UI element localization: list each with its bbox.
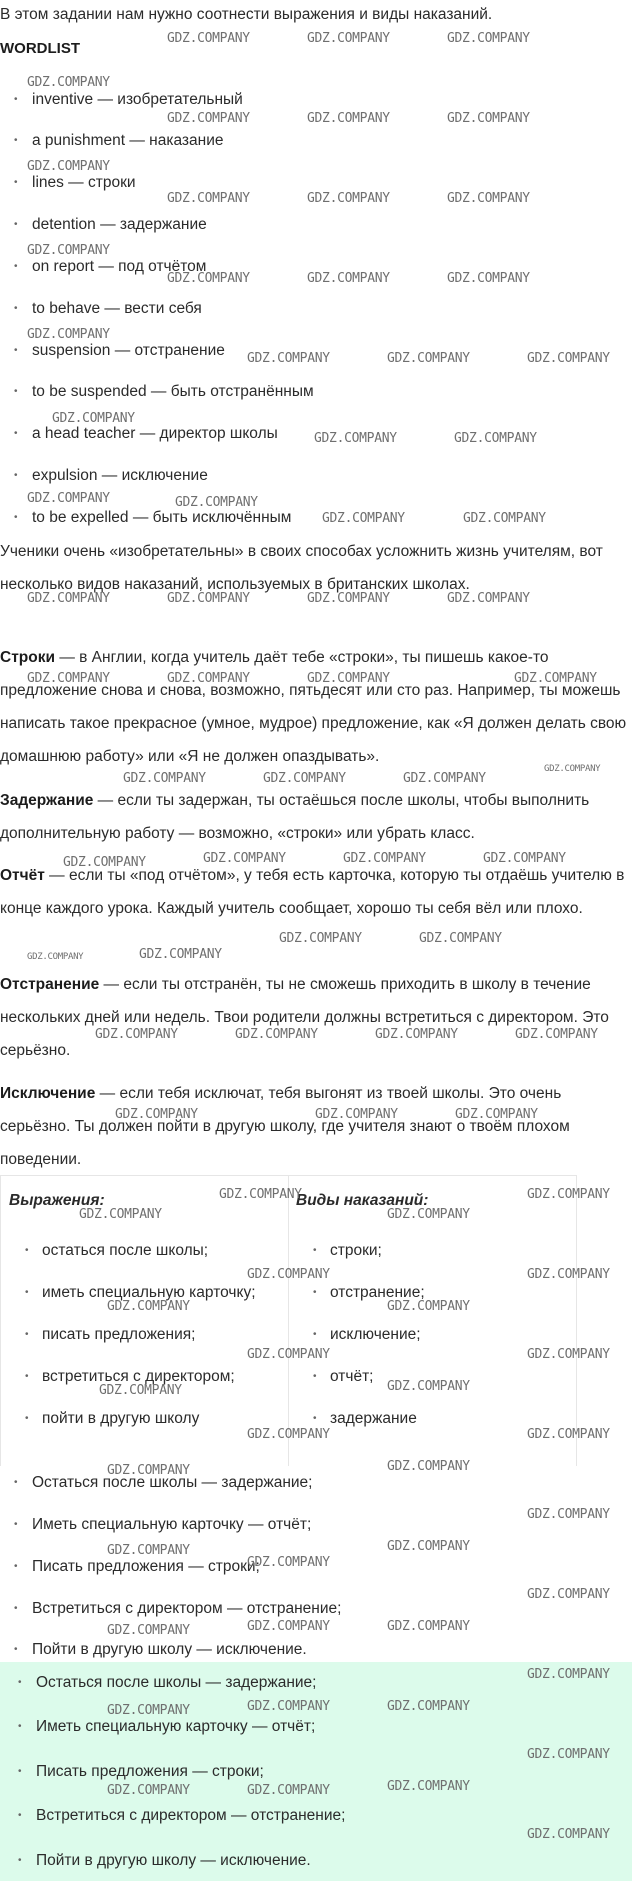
watermark: GDZ.COMPANY: [27, 591, 110, 606]
bullet-icon: •: [14, 345, 18, 356]
bullet-icon: •: [18, 1721, 22, 1732]
watermark: GDZ.COMPANY: [343, 851, 426, 866]
watermark: GDZ.COMPANY: [387, 1299, 470, 1314]
watermark: GDZ.COMPANY: [247, 1783, 330, 1798]
watermark: GDZ.COMPANY: [107, 1783, 190, 1798]
watermark: GDZ.COMPANY: [387, 1619, 470, 1634]
bullet-icon: •: [14, 94, 18, 105]
watermark: GDZ.COMPANY: [27, 243, 110, 258]
watermark: GDZ.COMPANY: [387, 1539, 470, 1554]
bullet-icon: •: [25, 1413, 29, 1424]
watermark: GDZ.COMPANY: [387, 1379, 470, 1394]
bullet-icon: •: [313, 1413, 317, 1424]
watermark: GDZ.COMPANY: [307, 31, 390, 46]
watermark: GDZ.COMPANY: [307, 671, 390, 686]
definition-term: Исключение: [0, 1085, 96, 1102]
watermark: GDZ.COMPANY: [167, 111, 250, 126]
watermark: GDZ.COMPANY: [27, 952, 84, 962]
bullet-icon: •: [14, 470, 18, 481]
bullet-icon: •: [14, 386, 18, 397]
definition-text: — в Англии, когда учитель даёт тебе «строки», ты пишешь какое-то предложение снова и снова, возможно, пятьдесят или сто раз. Например, ты можешь написать такое прекрасное (умное, мудрое) предложение, как «Я должен делать свою домашнюю работу» или «Я не должен опаздывать».: [0, 649, 627, 765]
watermark: GDZ.COMPANY: [483, 851, 566, 866]
watermark: GDZ.COMPANY: [175, 495, 258, 510]
watermark: GDZ.COMPANY: [527, 1187, 610, 1202]
definition-lines: [0, 641, 628, 773]
watermark: GDZ.COMPANY: [403, 771, 486, 786]
bullet-icon: •: [18, 1810, 22, 1821]
watermark: GDZ.COMPANY: [167, 671, 250, 686]
watermark: GDZ.COMPANY: [27, 75, 110, 90]
watermark: GDZ.COMPANY: [203, 851, 286, 866]
definition-expulsion: [0, 1077, 628, 1176]
watermark: GDZ.COMPANY: [107, 1623, 190, 1638]
bullet-icon: •: [313, 1329, 317, 1340]
bullet-icon: •: [25, 1245, 29, 1256]
wordlist-heading: WORDLIST: [0, 40, 80, 57]
watermark: GDZ.COMPANY: [387, 1699, 470, 1714]
bullet-icon: •: [14, 512, 18, 523]
bullet-icon: •: [18, 1855, 22, 1866]
watermark: GDZ.COMPANY: [279, 931, 362, 946]
watermark: GDZ.COMPANY: [387, 351, 470, 366]
watermark: GDZ.COMPANY: [463, 511, 546, 526]
watermark: GDZ.COMPANY: [52, 411, 135, 426]
bullet-icon: •: [14, 1477, 18, 1488]
watermark: GDZ.COMPANY: [447, 111, 530, 126]
watermark: GDZ.COMPANY: [167, 271, 250, 286]
matching-table: Выражения: Виды наказаний: • остаться после школы; • иметь специальную карточку; • писать предложения; • встретиться с директором; • пойти в другую школу • строки; • отстранение; • исключение; • отчёт; • задержание: [0, 1175, 577, 1466]
watermark: GDZ.COMPANY: [27, 327, 110, 342]
bullet-icon: •: [14, 177, 18, 188]
watermark: GDZ.COMPANY: [63, 855, 146, 870]
watermark: GDZ.COMPANY: [247, 1427, 330, 1442]
watermark: GDZ.COMPANY: [419, 931, 502, 946]
watermark: GDZ.COMPANY: [527, 1347, 610, 1362]
definition-report: [0, 859, 628, 925]
watermark: GDZ.COMPANY: [447, 191, 530, 206]
bullet-icon: •: [14, 1644, 18, 1655]
watermark: GDZ.COMPANY: [247, 1699, 330, 1714]
intro-paragraph: Ученики очень «изобретательны» в своих способах усложнить жизнь учителям, вот несколько видов наказаний, используемых в британских школах.: [0, 543, 603, 593]
watermark: GDZ.COMPANY: [527, 1747, 610, 1762]
watermark: GDZ.COMPANY: [307, 591, 390, 606]
watermark: GDZ.COMPANY: [544, 764, 601, 774]
bullet-icon: •: [14, 261, 18, 272]
watermark: GDZ.COMPANY: [219, 1187, 302, 1202]
table-divider: [288, 1176, 289, 1466]
watermark: GDZ.COMPANY: [167, 191, 250, 206]
watermark: GDZ.COMPANY: [322, 511, 405, 526]
watermark: GDZ.COMPANY: [375, 1027, 458, 1042]
definition-term: Отчёт: [0, 867, 45, 884]
bullet-icon: •: [313, 1287, 317, 1298]
bullet-icon: •: [14, 1603, 18, 1614]
bullet-icon: •: [14, 303, 18, 314]
bullet-icon: •: [18, 1766, 22, 1777]
watermark: GDZ.COMPANY: [307, 271, 390, 286]
bullet-icon: •: [14, 1561, 18, 1572]
watermark: GDZ.COMPANY: [387, 1207, 470, 1222]
final-answer-block: • Остаться после школы — задержание; • Иметь специальную карточку — отчёт; • Писать предложения — строки; • Встретиться с директором — отстранение; • Пойти в другую школу — исключение.: [0, 1662, 632, 1881]
watermark: GDZ.COMPANY: [387, 1779, 470, 1794]
watermark: GDZ.COMPANY: [107, 1543, 190, 1558]
watermark: GDZ.COMPANY: [447, 591, 530, 606]
watermark: GDZ.COMPANY: [247, 1619, 330, 1634]
watermark: GDZ.COMPANY: [107, 1463, 190, 1478]
watermark: GDZ.COMPANY: [447, 271, 530, 286]
watermark: GDZ.COMPANY: [247, 351, 330, 366]
definition-text: — если ты отстранён, ты не сможешь приходить в школу в течение нескольких дней или недель. Твои родители должны встретиться с директором. Это серьёзно.: [0, 976, 609, 1059]
watermark: GDZ.COMPANY: [454, 431, 537, 446]
definition-suspension: [0, 968, 628, 1067]
watermark: GDZ.COMPANY: [527, 1507, 610, 1522]
definition-text: — если ты «под отчётом», у тебя есть карточка, которую ты отдаёшь учителю в конце каждого урока. Каждый учитель сообщает, хорошо ты себя вёл или плохо.: [0, 867, 625, 917]
definition-term: Строки: [0, 649, 56, 666]
watermark: GDZ.COMPANY: [515, 1027, 598, 1042]
watermark: GDZ.COMPANY: [447, 31, 530, 46]
watermark: GDZ.COMPANY: [115, 1107, 198, 1122]
watermark: GDZ.COMPANY: [167, 31, 250, 46]
watermark: GDZ.COMPANY: [527, 351, 610, 366]
bullet-icon: •: [14, 219, 18, 230]
bullet-icon: •: [313, 1245, 317, 1256]
watermark: GDZ.COMPANY: [167, 591, 250, 606]
table-heading-expressions: Выражения:: [9, 1192, 105, 1209]
watermark: GDZ.COMPANY: [455, 1107, 538, 1122]
definition-text: — если тебя исключат, тебя выгонят из твоей школы. Это очень серьёзно. Ты должен пойти в другую школу, где учителя знают о твоём плохом поведении.: [0, 1085, 570, 1168]
watermark: GDZ.COMPANY: [27, 159, 110, 174]
watermark: GDZ.COMPANY: [387, 1459, 470, 1474]
bullet-icon: •: [25, 1287, 29, 1298]
watermark: GDZ.COMPANY: [79, 1207, 162, 1222]
watermark: GDZ.COMPANY: [307, 191, 390, 206]
watermark: GDZ.COMPANY: [314, 431, 397, 446]
watermark: GDZ.COMPANY: [95, 1027, 178, 1042]
watermark: GDZ.COMPANY: [527, 1427, 610, 1442]
definition-term: Задержание: [0, 792, 94, 809]
watermark: GDZ.COMPANY: [139, 947, 222, 962]
watermark: GDZ.COMPANY: [514, 671, 597, 686]
bullet-icon: •: [14, 428, 18, 439]
definition-detention: [0, 784, 628, 850]
watermark: GDZ.COMPANY: [235, 1027, 318, 1042]
watermark: GDZ.COMPANY: [527, 1827, 610, 1842]
watermark: GDZ.COMPANY: [27, 671, 110, 686]
watermark: GDZ.COMPANY: [527, 1667, 610, 1682]
bullet-icon: •: [25, 1371, 29, 1382]
watermark: GDZ.COMPANY: [247, 1267, 330, 1282]
bullet-icon: •: [313, 1371, 317, 1382]
watermark: GDZ.COMPANY: [107, 1703, 190, 1718]
watermark: GDZ.COMPANY: [307, 111, 390, 126]
definition-term: Отстранение: [0, 976, 100, 993]
watermark: GDZ.COMPANY: [315, 1107, 398, 1122]
table-heading-punishments: Виды наказаний:: [296, 1192, 429, 1209]
bullet-icon: •: [14, 1519, 18, 1530]
bullet-icon: •: [14, 135, 18, 146]
definition-text: — если ты задержан, ты остаёшься после школы, чтобы выполнить дополнительную работу — возможно, «строки» или убрать класс.: [0, 792, 590, 842]
watermark: GDZ.COMPANY: [99, 1383, 182, 1398]
watermark: GDZ.COMPANY: [247, 1347, 330, 1362]
watermark: GDZ.COMPANY: [527, 1587, 610, 1602]
intro-text: В этом задании нам нужно соотнести выражения и виды наказаний.: [0, 6, 493, 23]
watermark: GDZ.COMPANY: [247, 1555, 330, 1570]
watermark: GDZ.COMPANY: [107, 1299, 190, 1314]
bullet-icon: •: [25, 1329, 29, 1340]
watermark: GDZ.COMPANY: [27, 491, 110, 506]
watermark: GDZ.COMPANY: [263, 771, 346, 786]
watermark: GDZ.COMPANY: [527, 1267, 610, 1282]
bullet-icon: •: [18, 1677, 22, 1688]
watermark: GDZ.COMPANY: [123, 771, 206, 786]
